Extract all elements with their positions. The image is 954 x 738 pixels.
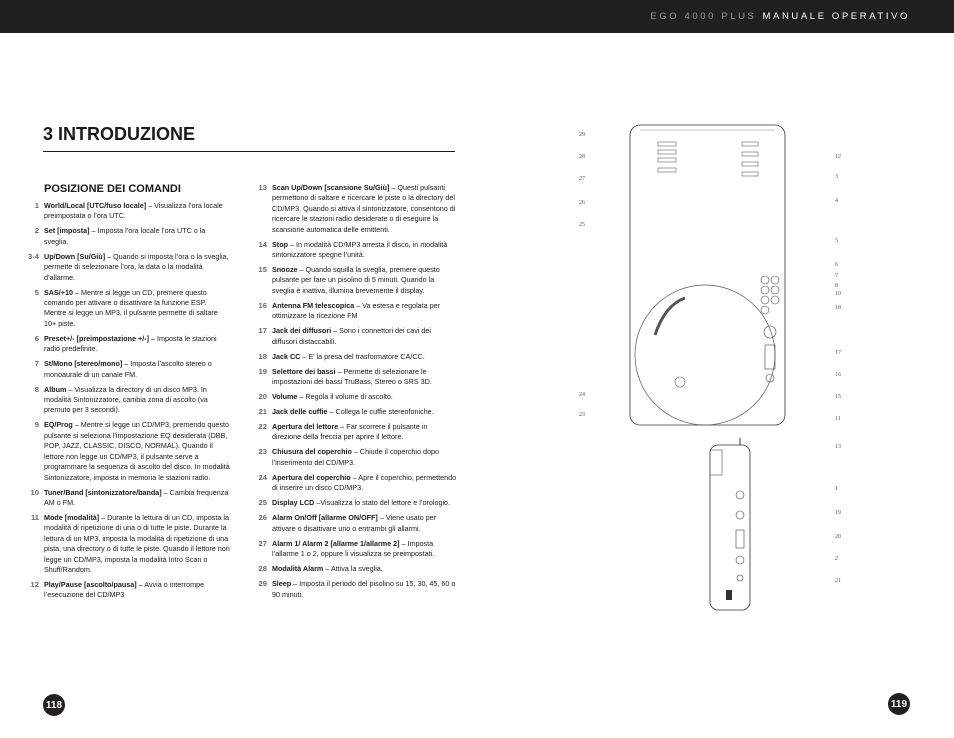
side-antenna-base bbox=[710, 450, 722, 475]
control-number: 21 bbox=[258, 407, 267, 417]
callout-label: 23 bbox=[579, 412, 585, 418]
control-name: Alarm 1/ Alarm 2 [allarme 1/allarme 2] bbox=[272, 538, 400, 548]
control-description: – Far scorrere il pulsante in direzione della freccia per aprire il lettore. bbox=[272, 422, 428, 442]
lcd-window bbox=[655, 298, 685, 335]
control-description: – Visualizza la directory di un disco MP3. In modalità Sintonizzatore, cambia zona di ascolto (va premuto per 3 secondi). bbox=[44, 384, 208, 415]
chapter-rule bbox=[43, 151, 455, 152]
control-item bbox=[248, 183, 458, 235]
callout-label: 11 bbox=[835, 416, 841, 422]
page-number-left: 118 bbox=[43, 694, 65, 716]
headphone-jack bbox=[737, 575, 743, 581]
control-description: – Imposta le stazioni radio predefinite. bbox=[44, 333, 217, 354]
control-number: 12 bbox=[30, 579, 39, 589]
callout-label: 17 bbox=[835, 350, 841, 356]
control-number: 9 bbox=[34, 420, 39, 430]
control-item bbox=[20, 513, 230, 575]
control-number: 13 bbox=[258, 183, 267, 192]
control-item bbox=[248, 422, 458, 443]
page-number-right: 119 bbox=[888, 693, 910, 715]
control-description: – Viene usato per attivare o disattivare uno o entrambi gli allarmi. bbox=[272, 513, 437, 533]
running-header bbox=[650, 11, 910, 22]
controls-list-left bbox=[20, 201, 230, 605]
callout-label: 8 bbox=[835, 283, 838, 289]
chapter-title: INTRODUZIONE bbox=[58, 124, 196, 144]
button-tuner-band bbox=[771, 286, 779, 294]
button-down bbox=[742, 172, 758, 176]
control-item bbox=[20, 359, 230, 380]
control-description: – Mentre si legge un CD, premere questo comando per attivare o disattivare la funzione ESP. Mentre si legge un MP3, il pulsante permette di saltare 10+ piste. bbox=[44, 287, 218, 328]
control-name: Jack dei diffusori bbox=[272, 326, 332, 336]
button-eq-prog bbox=[771, 276, 779, 284]
control-item bbox=[20, 201, 230, 222]
control-name: Chiusura del coperchio bbox=[272, 447, 352, 457]
control-item bbox=[248, 498, 458, 508]
control-number: 6 bbox=[34, 333, 39, 343]
control-description: – Visualizza l’ora locale preimpostata o l’ora UTC. bbox=[44, 201, 223, 221]
control-item bbox=[248, 392, 458, 402]
control-item bbox=[248, 326, 458, 347]
button-world-local bbox=[742, 142, 758, 146]
control-description: – Permette di selezionare le impostazioni dei bassi TruBass, Stereo o SRS 3D. bbox=[272, 366, 432, 387]
callout-label: 5 bbox=[835, 238, 838, 244]
callout-label: 3 bbox=[835, 174, 838, 180]
callout-label: 1 bbox=[835, 486, 838, 492]
control-item bbox=[20, 488, 230, 509]
control-number: 8 bbox=[34, 384, 39, 394]
control-description: – In modalità CD/MP3 arresta il disco, in modalità sintonizzatore spegne l’unità. bbox=[272, 239, 448, 260]
callout-label: 27 bbox=[579, 176, 585, 182]
control-item bbox=[248, 447, 458, 468]
control-number: 5 bbox=[34, 287, 39, 297]
control-item bbox=[248, 473, 458, 494]
header-bar bbox=[0, 0, 954, 33]
control-item bbox=[248, 407, 458, 417]
control-name: Preset+/- [preimpostazione +/-] bbox=[44, 333, 150, 343]
control-number: 7 bbox=[34, 359, 39, 369]
callout-label: 6 bbox=[835, 262, 838, 268]
control-name: Snooze bbox=[272, 265, 298, 275]
control-name: Volume bbox=[272, 392, 298, 402]
device-diagram bbox=[570, 120, 850, 620]
disc-lid bbox=[635, 285, 775, 425]
control-name: Modalità Alarm bbox=[272, 564, 324, 574]
header-model: EGO 4000 PLUS bbox=[650, 11, 757, 22]
control-description: – Imposta l’allarme 1 o 2, oppure li visualizza se preimpostati. bbox=[272, 538, 435, 559]
callout-label: 26 bbox=[579, 200, 585, 206]
callout-label: 12 bbox=[835, 154, 841, 160]
button-sleep bbox=[658, 142, 676, 146]
control-name: Play/Pause [ascolto/pausa] bbox=[44, 579, 137, 589]
chapter-heading bbox=[43, 124, 195, 145]
button-alarm-1-2 bbox=[658, 158, 676, 162]
control-description: – Quando si imposta l’ora o la sveglia, permette di selezionare l’ora, la data o la modalità d’allarme. bbox=[44, 251, 229, 282]
control-item bbox=[248, 240, 458, 261]
control-number: 19 bbox=[258, 366, 267, 376]
button-play-pause bbox=[764, 326, 776, 338]
control-number: 17 bbox=[258, 326, 267, 336]
control-number: 18 bbox=[258, 351, 267, 361]
controls-list-right bbox=[248, 183, 458, 605]
header-title: MANUALE OPERATIVO bbox=[762, 11, 910, 22]
control-item bbox=[20, 420, 230, 482]
dc-jack bbox=[736, 511, 744, 519]
control-number: 11 bbox=[30, 512, 39, 522]
lid-latch bbox=[726, 590, 732, 600]
control-item bbox=[248, 513, 458, 534]
button-preset bbox=[761, 286, 769, 294]
callout-label: 4 bbox=[835, 198, 838, 204]
control-name: Jack CC bbox=[272, 351, 301, 361]
section-title: POSIZIONE DEI COMANDI bbox=[44, 183, 181, 195]
button-alarm-mode bbox=[658, 150, 676, 154]
button-alarm-on-off bbox=[658, 168, 676, 172]
player-body-top bbox=[630, 125, 785, 425]
control-number: 27 bbox=[258, 538, 267, 548]
control-description: – Apre il coperchio, permettendo di inserire un disco CD/MP3. bbox=[272, 472, 457, 493]
control-number: 29 bbox=[258, 579, 267, 589]
control-name: Scan Up/Down [scansione Su/Giù] bbox=[272, 183, 390, 192]
control-description: – Chiude il coperchio dopo l’inserimento del CD/MP3. bbox=[272, 447, 439, 467]
control-number: 1 bbox=[34, 201, 39, 210]
control-item bbox=[248, 352, 458, 362]
control-number: 16 bbox=[258, 300, 267, 310]
callout-label: 10 bbox=[835, 291, 841, 297]
callout-label: 28 bbox=[579, 154, 585, 160]
control-number: 28 bbox=[258, 564, 267, 574]
callout-label: 24 bbox=[579, 392, 585, 398]
control-item bbox=[248, 301, 458, 322]
control-item bbox=[20, 334, 230, 355]
control-name: Apertura del coperchio bbox=[272, 472, 351, 482]
control-number: 3-4 bbox=[28, 251, 39, 261]
control-name: Up/Down [Su/Giù] bbox=[44, 251, 106, 261]
callout-label: 18 bbox=[835, 305, 841, 311]
control-number: 24 bbox=[258, 472, 267, 482]
control-name: Mode [modalità] bbox=[44, 512, 100, 522]
callout-label: 15 bbox=[835, 394, 841, 400]
control-number: 20 bbox=[258, 392, 267, 402]
control-description: – Attiva la sveglia. bbox=[323, 564, 383, 574]
control-item bbox=[248, 367, 458, 388]
control-number: 23 bbox=[258, 447, 267, 457]
control-description: – Imposta il periodo del pisolino su 15, 30, 45, 60 o 90 minuti. bbox=[272, 579, 456, 599]
control-number: 26 bbox=[258, 513, 267, 523]
callout-label: 21 bbox=[835, 578, 841, 584]
control-name: Set [imposta] bbox=[44, 226, 90, 236]
control-name: Tuner/Band [sintonizzatore/banda] bbox=[44, 487, 162, 497]
control-number: 25 bbox=[258, 498, 267, 508]
callout-label: 16 bbox=[835, 372, 841, 378]
control-description: – Avvia o interrompe l’esecuzione del CD/MP3 bbox=[44, 579, 205, 600]
button-up bbox=[742, 162, 758, 166]
control-item bbox=[20, 385, 230, 416]
control-number: 22 bbox=[258, 422, 267, 432]
control-item bbox=[248, 539, 458, 560]
control-item bbox=[248, 564, 458, 574]
control-number: 10 bbox=[30, 487, 39, 497]
control-name: EQ/Prog bbox=[44, 420, 73, 430]
control-item bbox=[20, 288, 230, 330]
control-name: Selettore dei bassi bbox=[272, 366, 336, 376]
button-st-mono bbox=[761, 296, 769, 304]
control-description: – Questi pulsanti permettono di saltare e ricercare le piste o la directory del CD/MP3. Quando si attiva il sintonizzatore, consentono di ricercare le stazioni radio desiderate o di eseguire la scansione automatica delle emittenti. bbox=[272, 183, 456, 234]
control-item bbox=[248, 265, 458, 296]
button-sas bbox=[761, 276, 769, 284]
control-item bbox=[20, 226, 230, 247]
control-description: – Va estesa e regolata per ottimizzare la ricezione FM bbox=[272, 300, 441, 321]
callout-label: 29 bbox=[579, 132, 585, 138]
callout-label: 7 bbox=[835, 273, 838, 279]
callout-label: 20 bbox=[835, 534, 841, 540]
control-name: St/Mono [stereo/mono] bbox=[44, 359, 123, 369]
chapter-number: 3 bbox=[43, 124, 54, 144]
speaker-jack bbox=[736, 491, 744, 499]
control-name: Antenna FM telescopica bbox=[272, 300, 355, 310]
control-name: Album bbox=[44, 384, 67, 394]
control-item bbox=[20, 252, 230, 283]
control-name: Apertura del lettore bbox=[272, 422, 339, 432]
control-description: – Collega le cuffie stereofoniche. bbox=[327, 407, 434, 417]
control-number: 2 bbox=[34, 226, 39, 236]
bass-selector bbox=[736, 530, 744, 548]
player-body-side bbox=[710, 445, 750, 610]
control-item bbox=[20, 580, 230, 601]
callout-label: 19 bbox=[835, 510, 841, 516]
callout-label: 2 bbox=[835, 556, 838, 562]
control-name: Alarm On/Off [allarme ON/OFF] bbox=[272, 513, 378, 523]
control-name: Display LCD bbox=[272, 498, 315, 508]
callout-label: 13 bbox=[835, 444, 841, 450]
control-name: SAS/+10 bbox=[44, 287, 73, 297]
control-description: – E’ la presa del trasformatore CA/CC. bbox=[300, 351, 425, 361]
callout-label: 25 bbox=[579, 222, 585, 228]
control-name: World/Local [UTC/fuso locale] bbox=[44, 201, 147, 210]
control-item bbox=[248, 579, 458, 600]
control-description: – Imposta l’ascolto stereo o monoaurale di un canale FM. bbox=[44, 359, 212, 379]
control-description: – Durante la lettura di un CD, imposta la modalità di ripetizione di una o di tutte le piste. Durante la lettura di un MP3, imposta la modalità di ripetizione di una pista, una directory o di tutte le piste. Quando il lettore non legge un CD/MP3, imposta la modalità Intro Scan o Shuff/Random. bbox=[44, 512, 230, 574]
control-number: 15 bbox=[258, 265, 267, 275]
control-description: – Regola il volume di ascolto. bbox=[297, 392, 393, 402]
button-album bbox=[761, 306, 769, 314]
control-description: – Cambia frequenza AM o FM. bbox=[44, 487, 229, 507]
control-name: Jack delle cuffie bbox=[272, 407, 328, 417]
control-description: –Visualizza lo stato del lettore e l’orologio. bbox=[314, 498, 451, 508]
control-description: – Imposta l’ora locale l’ora UTC o la sveglia. bbox=[44, 226, 206, 246]
scan-buttons bbox=[765, 345, 775, 369]
control-name: Sleep bbox=[272, 579, 292, 589]
control-number: 14 bbox=[258, 239, 267, 249]
control-description: – Mentre si legge un CD/MP3, premendo questo pulsante si seleziona l’impostazione EQ desiderata (DBB, POP, JAZZ, CLASSIC, DISCO, NORMAL). Quando il lettore non legge un CD/MP3, il pulsante serve a programmare la sequenza di ascolto del disco. In modalità Sintonizzatore, imposta in memoria le stazioni radio. bbox=[44, 420, 230, 482]
control-description: – Quando squilla la sveglia, premere questo pulsante per fare un pisolino di 5 minuti. Quando la sveglia è inattiva, illumina brevemente il display. bbox=[272, 265, 440, 295]
lid-open-button bbox=[675, 377, 685, 387]
button-set bbox=[742, 152, 758, 156]
control-description: – Sono i connettori dei cavi dei diffusori distaccabili. bbox=[272, 326, 432, 346]
volume-knob bbox=[736, 556, 744, 564]
button-mode bbox=[771, 296, 779, 304]
control-name: Stop bbox=[272, 239, 288, 249]
